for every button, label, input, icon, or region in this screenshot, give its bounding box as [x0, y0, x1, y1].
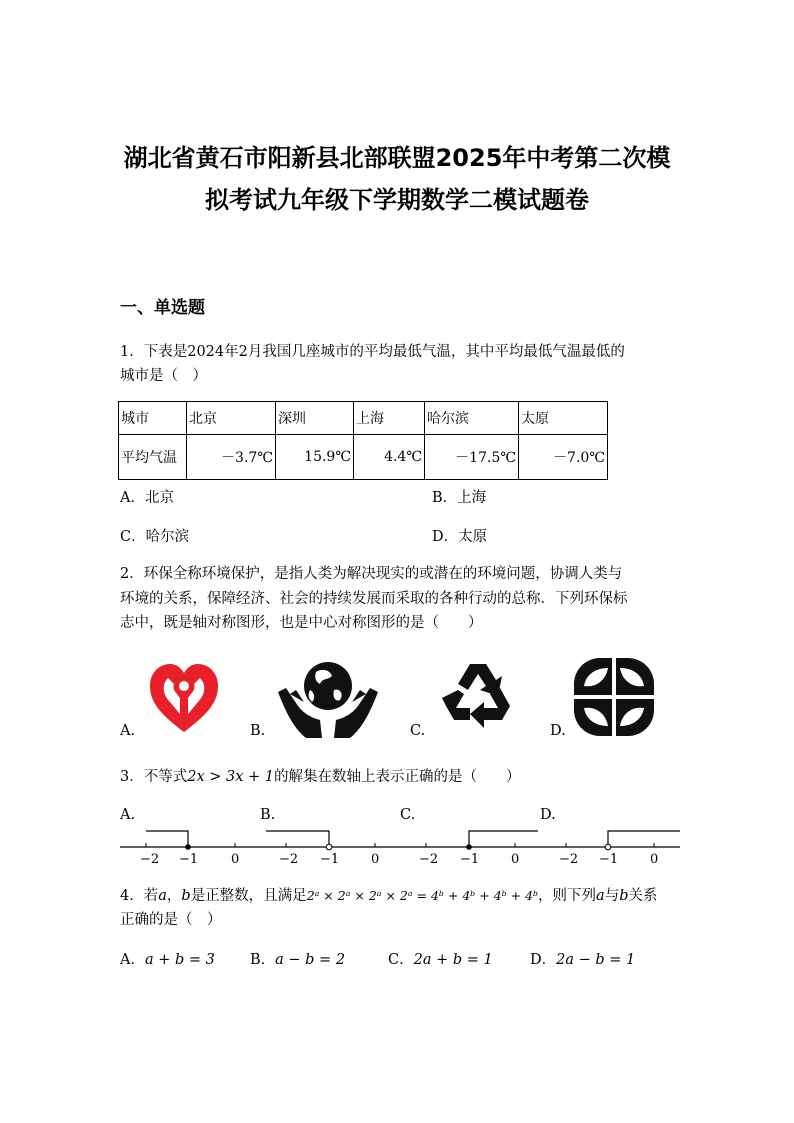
table-cell: 城市 — [119, 402, 187, 435]
q4-equation: 2ᵃ × 2ᵃ × 2ᵃ × 2ᵃ = 4ᵇ + 4ᵇ + 4ᵇ + 4ᵇ — [306, 888, 539, 903]
q4-text: 4．若 — [120, 888, 159, 904]
tick-label: 0 — [511, 852, 520, 867]
tick-label: −2 — [140, 852, 160, 867]
q2-label-a[interactable]: A. — [120, 723, 136, 739]
var-a: a — [596, 888, 605, 904]
q4-option-c[interactable] — [388, 948, 493, 969]
q4-option-d[interactable] — [530, 948, 635, 969]
table-cell: 深圳 — [276, 402, 354, 435]
table-cell: 哈尔滨 — [425, 402, 519, 435]
table-row — [119, 402, 608, 435]
table-cell: 15.9℃ — [276, 435, 354, 480]
q3-inequality: 2x > 3x + 1 — [187, 769, 275, 785]
q3-text — [120, 765, 521, 789]
q4-text: ，则下列 — [538, 888, 597, 904]
q2-label-b[interactable]: B. — [250, 723, 266, 739]
q3-label-a[interactable]: A. — [120, 807, 136, 823]
tick-label: 0 — [371, 852, 380, 867]
table-cell: 4.4℃ — [354, 435, 425, 480]
q4-option-b[interactable] — [250, 948, 345, 969]
q2-text-line2: 环境的关系，保障经济、社会的持续发展而采取的各种行动的总称．下列环保标 — [120, 591, 628, 607]
q2-text-line3: 志中，既是轴对称图形，也是中心对称图形的是（ ） — [120, 615, 483, 631]
q4-text: 是正整数，且满足 — [190, 888, 307, 904]
number-line-d — [559, 831, 680, 867]
number-line-c — [419, 831, 538, 867]
option-label: D． — [530, 952, 557, 968]
page-title-line2: 拟考试九年级下学期数学二模试题卷 — [205, 186, 589, 214]
option-expr: 2a + b = 1 — [413, 952, 493, 968]
recycle-icon — [440, 660, 516, 732]
q3-label-b[interactable]: B. — [260, 807, 276, 823]
tick-label: −2 — [279, 852, 299, 867]
tick-label: −2 — [559, 852, 579, 867]
page-title-line1: 湖北省黄石市阳新县北部联盟2025年中考第二次模 — [123, 144, 671, 172]
q1-option-b[interactable]: B．上海 — [432, 490, 487, 506]
q2-label-d[interactable]: D. — [550, 723, 566, 739]
table-cell: －7.0℃ — [519, 435, 608, 480]
table-cell: 平均气温 — [119, 435, 187, 480]
number-lines — [118, 825, 682, 867]
q2-text-line1: 2．环保全称环境保护，是指人类为解决现实的或潜在的环境问题，协调人类与 — [120, 566, 623, 582]
option-label: B． — [250, 952, 276, 968]
q1-text-line2: 城市是（ ） — [120, 368, 207, 384]
four-leaf-icon — [572, 656, 656, 738]
q4-option-a[interactable] — [120, 948, 215, 969]
q4-text-line2: 正确的是（ ） — [120, 912, 222, 928]
table-cell: －3.7℃ — [187, 435, 276, 480]
tick-label: −1 — [320, 852, 340, 867]
q3-label-c[interactable]: C. — [400, 807, 416, 823]
q4-text: 与 — [604, 888, 620, 904]
q1-text-line1: 1．下表是2024年2月我国几座城市的平均最低气温，其中平均最低气温最低的 — [120, 344, 625, 360]
q1-option-c[interactable]: C．哈尔滨 — [120, 529, 190, 545]
q4-text-line1 — [120, 884, 657, 908]
var-b: b — [181, 888, 191, 904]
q2-label-c[interactable]: C. — [410, 723, 426, 739]
table-cell: 北京 — [187, 402, 276, 435]
q1-option-d[interactable]: D．太原 — [432, 529, 488, 545]
q3-suffix: 的解集在数轴上表示正确的是（ ） — [274, 769, 521, 785]
var-b: b — [619, 888, 629, 904]
tick-label: −1 — [179, 852, 199, 867]
option-expr: 2a − b = 1 — [556, 952, 636, 968]
table-row — [119, 435, 608, 480]
q4-text: 关系 — [628, 888, 658, 904]
section-heading: 一、单选题 — [120, 298, 205, 318]
var-a: a — [158, 888, 167, 904]
q4-text: ， — [166, 888, 182, 904]
q3-prefix: 3．不等式 — [120, 769, 188, 785]
tick-label: −2 — [419, 852, 439, 867]
table-cell: 太原 — [519, 402, 608, 435]
temperature-table — [118, 401, 608, 480]
globe-hands-icon — [276, 660, 380, 740]
option-expr: a + b = 3 — [144, 952, 215, 968]
tick-label: 0 — [231, 852, 240, 867]
number-line-b — [266, 831, 379, 867]
table-cell: 上海 — [354, 402, 425, 435]
tick-label: −1 — [460, 852, 480, 867]
q1-option-a[interactable]: A．北京 — [120, 490, 174, 506]
option-expr: a − b = 2 — [275, 952, 346, 968]
option-label: C． — [388, 952, 414, 968]
number-line-a — [140, 831, 239, 867]
tick-label: 0 — [650, 852, 659, 867]
q3-label-d[interactable]: D. — [540, 807, 556, 823]
tick-label: −1 — [599, 852, 619, 867]
heart-hands-icon — [148, 662, 220, 734]
table-cell: －17.5℃ — [425, 435, 519, 480]
option-label: A． — [120, 952, 145, 968]
